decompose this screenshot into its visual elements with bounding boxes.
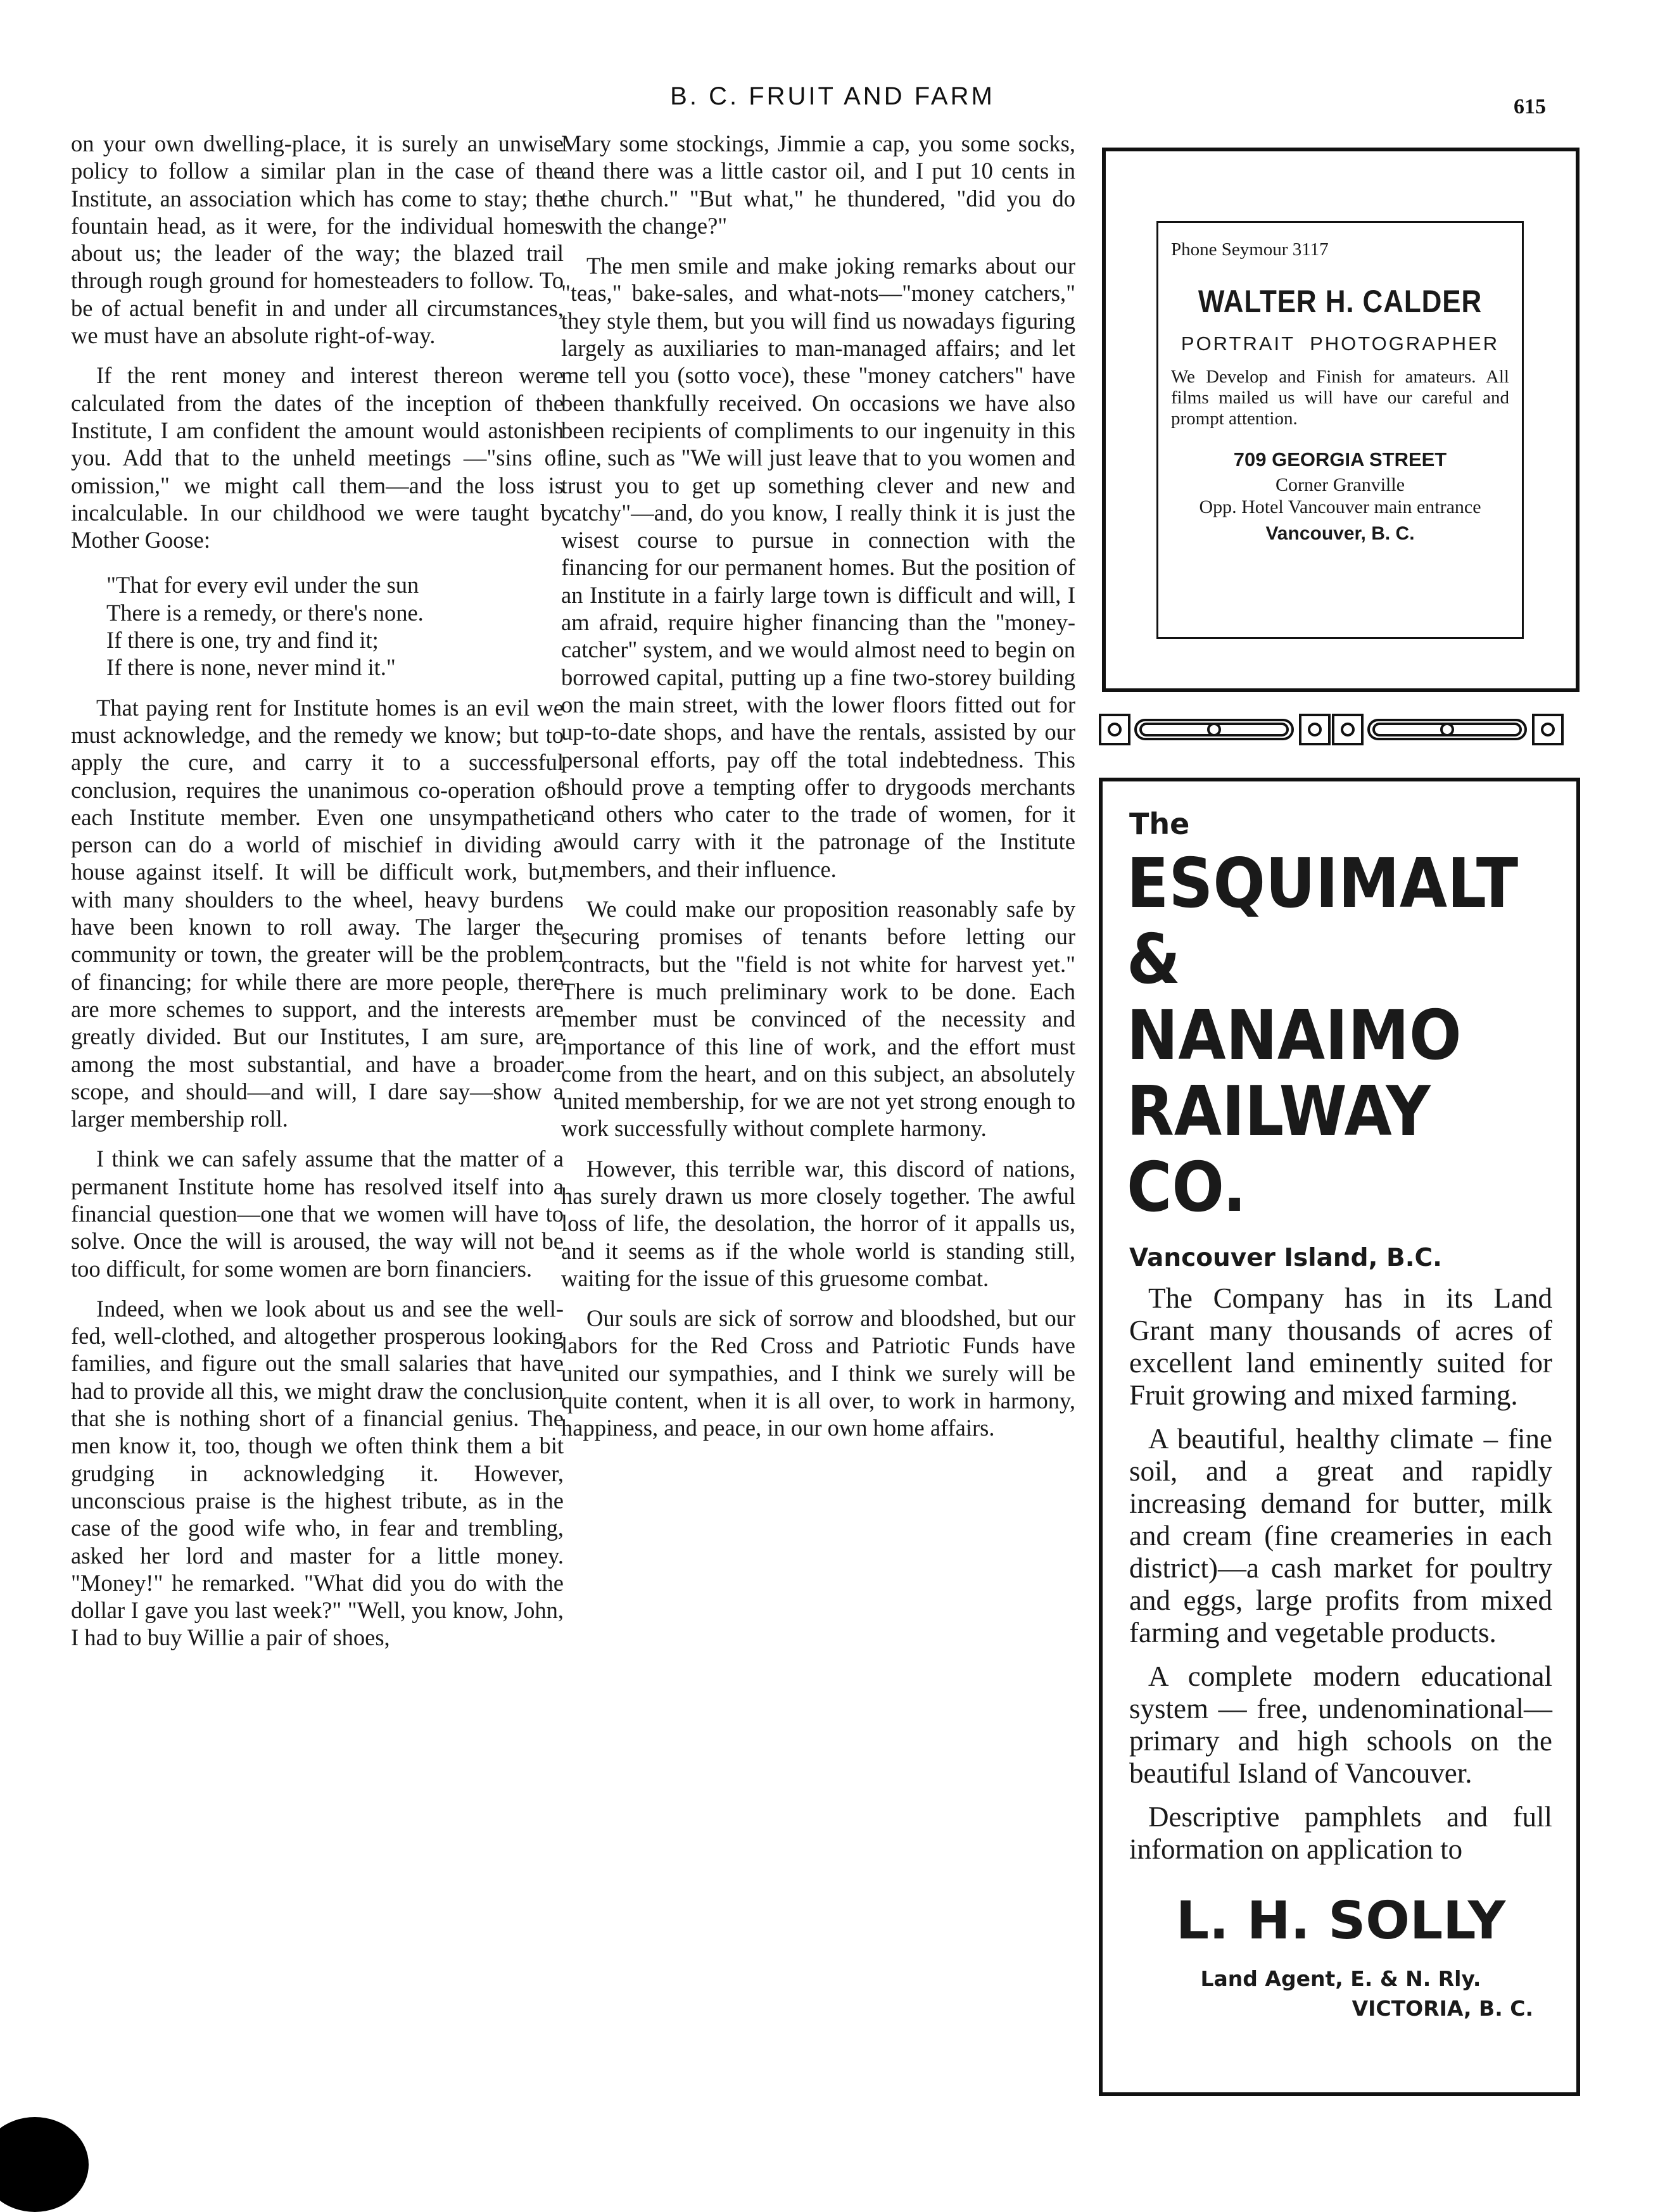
ad-the-word: The	[1129, 807, 1190, 841]
ad-city: Vancouver, B. C.	[1265, 523, 1415, 544]
decorative-border-ornament	[1099, 712, 1580, 748]
ad-company-name	[1127, 844, 1519, 1227]
verse-line: If there is none, never mind it."	[106, 654, 396, 681]
calder-ad-inner-frame	[1156, 221, 1524, 639]
article-column-1	[71, 130, 564, 1664]
company-name-line: RAILWAY	[1127, 1072, 1431, 1151]
company-name-line: CO.	[1127, 1148, 1246, 1227]
ad-profession: PORTRAIT PHOTOGRAPHER	[1181, 332, 1500, 355]
ad-agent-city: VICTORIA, B. C.	[1352, 1996, 1533, 2021]
article-column-2	[561, 130, 1075, 1455]
ad-phone: Phone Seymour 3117	[1171, 239, 1329, 260]
page-header-title: B. C. FRUIT AND FARM	[670, 82, 995, 110]
verse-line: If there is one, try and find it;	[106, 627, 379, 654]
page-number: 615	[1514, 95, 1546, 118]
ad-street: 709 GEORGIA STREET	[1233, 448, 1447, 471]
calder-photographer-ad	[1102, 148, 1580, 692]
ad-business-name: WALTER H. CALDER	[1198, 284, 1483, 319]
ad-body-paragraph: A complete modern educational system — free, undenominational—primary and high schools on the beautiful Island of Vancouver.	[1129, 1660, 1552, 1789]
ad-agent-title: Land Agent, E. & N. Rly.	[1200, 1966, 1481, 1991]
paragraph: Our souls are sick of sorrow and bloodshed, but our labors for the Red Cross and Patriotic Funds have united our sympathies, and I think we surely will be quite content, when it is all over, to work in harmony, happiness, and peace, in our own home affairs.	[561, 1305, 1075, 1441]
paragraph: That paying rent for Institute homes is an evil we must acknowledge, and the remedy we know; but to apply the cure, and carry it to a successful conclusion, requires the unanimous co-operation of each Institute member. Even one unsympathetic person can do a world of mischief in dividing a house against itself. It will be difficult work, but, with many shoulders to the wheel, heavy burdens have been known to roll away. The larger the community or town, the greater will be the problem of financing; for while there are more people, there are more schemes to support, and the interests are greatly divided. But our Institutes, I am sure, are among the most substantial, and have a broader scope, and should—and will, I dare say—show a larger membership roll.	[71, 694, 564, 1132]
paragraph: Indeed, when we look about us and see the well-fed, well-clothed, and altogether prosperous looking families, and figure out the small salaries that have had to provide all this, we might draw the conclusion that she is nothing short of a financial genius. The men know it, too, though we often think them a bit grudging in acknowledging it. However, unconscious praise is the highest tribute, as in the case of the good wife who, in fear and trembling, asked her lord and master for a little money. "Money!" he remarked. "What did you do with the dollar I gave you last week?" "Well, you know, John, I had to buy Willie a pair of shoes,	[71, 1295, 564, 1651]
company-name-line: ESQUIMALT	[1127, 844, 1519, 923]
paragraph: If the rent money and interest thereon were calculated from the dates of the inception of the Institute, I am confident the amount would astonish you. Add that to the unheld meetings —"sins of omission," we might call them—and the loss is incalculable. In our childhood we were taught by Mother Goose:	[71, 362, 564, 553]
paragraph: The men smile and make joking remarks about our "teas," bake-sales, and what-nots—"money catchers," they style them, but you will find us nowadays figuring largely as auxiliaries to man-managed affairs; and let me tell you (sotto voce), these "money catchers" have been thankfully received. On occasions we have also been recipients of compliments to our ingenuity in this line, such as "We will just leave that to you women and trust you to get up something clever and new and catchy"—and, do you know, I really think it is just the wisest course to pursue in connection with the financing for our permanent homes. But the position of an Institute in a fairly large town is difficult and will, I am afraid, require higher financing than the "money-catcher" system, and we would almost need to begin on borrowed capital, putting up a fine two-storey building on the main street, with the lower floors fitted out for up-to-date shops, and have the rentals, assisted by our personal efforts, pay off the total indebtedness. This should prove a tempting offer to drygoods merchants and others who cater to the trade of women, for it would carry with it the patronage of the Institute members, and their influence.	[561, 253, 1075, 882]
paragraph: We could make our proposition reasonably safe by securing promises of tenants before letting our contracts, but the "field is not white for harvest yet." There is much preliminary work to be done. Each member must be convinced of the necessity and importance of this line of work, and the effort must come from the heart, and on this subject, an absolutely united membership, for we are not yet strong enough to work successfully without complete harmony.	[561, 896, 1075, 1142]
scan-corner-shadow	[0, 2117, 89, 2212]
ad-location: Vancouver Island, B.C.	[1129, 1244, 1442, 1272]
ad-body-paragraph: Descriptive pamphlets and full information on application to	[1129, 1801, 1552, 1865]
paragraph: I think we can safely assume that the matter of a permanent Institute home has resolved itself into a financial question—one that we women will have to solve. Once the will is aroused, the way will not be too difficult, for some women are born financiers.	[71, 1146, 564, 1282]
ad-description: We Develop and Finish for amateurs. All films mailed us will have our careful and prompt attention.	[1171, 367, 1509, 429]
ad-opposite: Opp. Hotel Vancouver main entrance	[1199, 496, 1481, 517]
railway-land-ad	[1099, 778, 1580, 2096]
company-name-line: & NANAIMO	[1127, 920, 1462, 1075]
paragraph: on your own dwelling-place, it is surely an unwise policy to follow a similar plan in the case of the Institute, an association which has come to stay; the fountain head, as it were, for the individual homes about us; the leader of the way; the blazed trail through rough ground for homesteaders to follow. To be of actual benefit in and under all circumstances, we must have an absolute right-of-way.	[71, 130, 564, 349]
ad-agent-name: L. H. SOLLY	[1175, 1891, 1506, 1951]
ad-corner: Corner Granville	[1275, 474, 1405, 495]
ad-body-paragraph: A beautiful, healthy climate – fine soil, and a great and rapidly increasing demand for butter, milk and cream (fine creameries in each district)—a cash market for poultry and eggs, large profits from mixed farming and vegetable products.	[1129, 1423, 1552, 1648]
mother-goose-verse	[106, 571, 564, 681]
paragraph: However, this terrible war, this discord of nations, has surely drawn us more closely together. The awful loss of life, the desolation, the horror of it appalls us, and it seems as if the whole world is standing still, waiting for the issue of this gruesome combat.	[561, 1155, 1075, 1291]
paragraph: Mary some stockings, Jimmie a cap, you some socks, and there was a little castor oil, and I put 10 cents in the church." "But what," he thundered, "did you do with the change?"	[561, 130, 1075, 239]
verse-line: There is a remedy, or there's none.	[106, 599, 424, 626]
verse-line: "That for every evil under the sun	[106, 572, 419, 598]
ad-body-paragraph: The Company has in its Land Grant many thousands of acres of excellent land eminently suited for Fruit growing and mixed farming.	[1129, 1282, 1552, 1411]
